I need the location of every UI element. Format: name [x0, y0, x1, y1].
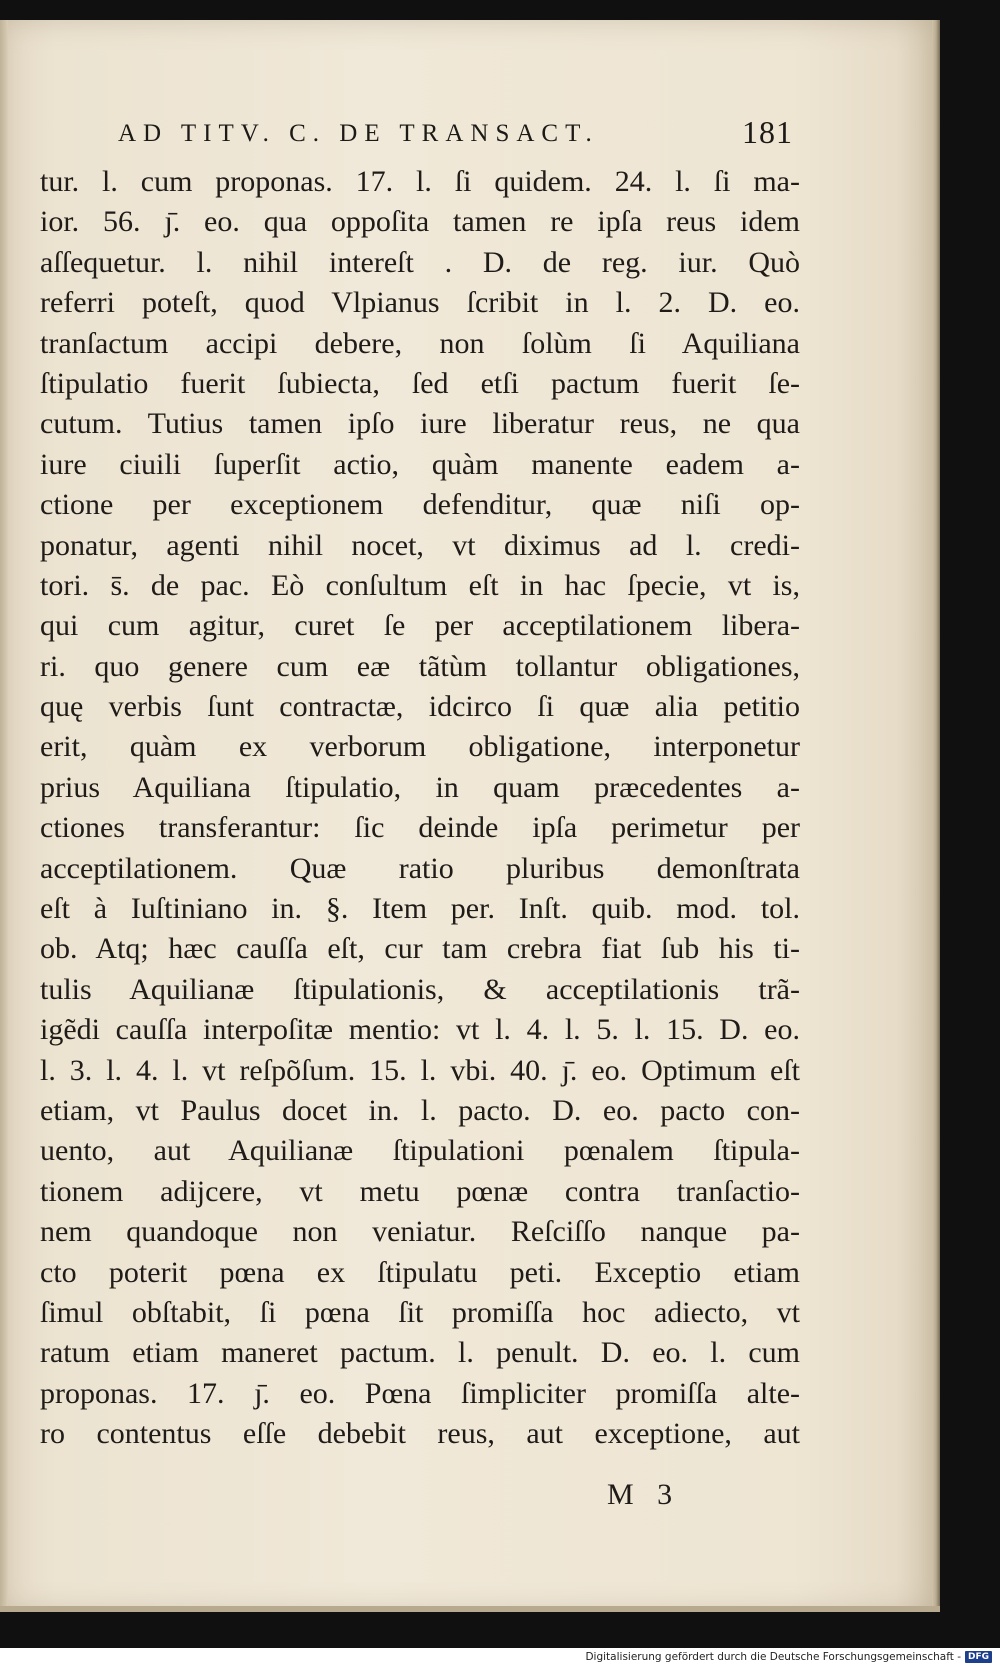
text-line: uento, aut Aquilianæ ſtipulationi pœnalem ſtipula-	[40, 1134, 800, 1168]
text-line: nem quandoque non veniatur. Reſciſſo nanque pa-	[40, 1215, 800, 1249]
text-line: tori. s̄. de pac. Eò conſultum eſt in hac ſpecie, vt is,	[40, 568, 800, 602]
text-line: referri poteſt, quod Vlpianus ſcribit in l. 2. D. eo.	[40, 286, 800, 320]
text-line: eſt à Iuſtiniano in. §. Item per. Inſt. quib. mod. tol.	[40, 892, 800, 926]
text-line: ro contentus eſſe debebit reus, aut exceptione, aut	[40, 1417, 800, 1451]
text-line: acceptilationem. Quæ ratio pluribus demonſtrata	[40, 851, 800, 885]
credit-text: Digitalisierung gefördert durch die Deutsche Forschungsgemeinschaft -	[585, 1651, 961, 1663]
page-number: 181	[742, 114, 793, 150]
text-line: tulis Aquilianæ ſtipulationis, & acceptilationis trã-	[40, 972, 800, 1006]
text-line: tur. l. cum proponas. 17. l. ſi quidem. 24. l. ſi ma-	[40, 165, 800, 198]
text-line: proponas. 17. ȷ̄. eo. Pœna ſimpliciter promiſſa alte-	[40, 1376, 800, 1410]
text-line: l. 3. l. 4. l. vt reſpõſum. 15. l. vbi. 40. ȷ̄. eo. Optimum eſt	[40, 1053, 800, 1087]
text-line: ctiones transferantur: ſic deinde ipſa perimetur per	[40, 811, 800, 845]
text-line: prius Aquiliana ſtipulatio, in quam præcedentes a-	[40, 770, 800, 804]
page-bottom-edge	[0, 1606, 940, 1612]
body-text	[40, 162, 800, 1455]
text-line: ior. 56. ȷ̄. eo. qua oppoſita tamen re ipſa reus idem	[40, 205, 800, 239]
text-line: igẽdi cauſſa interpoſitæ mentio: vt l. 4. l. 5. l. 15. D. eo.	[40, 1013, 800, 1047]
text-line: ſtipulatio fuerit ſubiecta, ſed etſi pactum fuerit ſe-	[40, 366, 800, 400]
book-page	[0, 20, 932, 1612]
text-line: ratum etiam maneret pactum. l. penult. D. eo. l. cum	[40, 1336, 800, 1370]
text-line: tionem adijcere, vt metu pœnæ contra tranſactio-	[40, 1174, 800, 1208]
text-line: iure ciuili ſuperſit actio, quàm manente eadem a-	[40, 447, 800, 481]
page-binding-edge	[0, 20, 8, 1612]
text-line: ob. Atq; hæc cauſſa eſt, cur tam crebra fiat ſub his ti-	[40, 932, 800, 966]
running-head: AD TITV. C. DE TRANSACT.	[118, 120, 599, 147]
text-line: qui cum agitur, curet ſe per acceptilationem libera-	[40, 609, 800, 643]
page-fore-edge	[932, 20, 940, 1612]
text-line: cutum. Tutius tamen ipſo iure liberatur reus, ne qua	[40, 407, 800, 441]
text-line: ri. quo genere cum eæ tãtùm tollantur obligationes,	[40, 649, 800, 683]
text-line: etiam, vt Paulus docet in. l. pacto. D. eo. pacto con-	[40, 1093, 800, 1127]
text-line: cto poterit pœna ex ſtipulatu peti. Exceptio etiam	[40, 1255, 800, 1289]
text-line: ſimul obſtabit, ſi pœna ſit promiſſa hoc adiecto, vt	[40, 1295, 800, 1329]
text-line: ctione per exceptionem defenditur, quæ niſi op-	[40, 488, 800, 522]
text-line: aſſequetur. l. nihil intereſt . D. de reg. iur. Quò	[40, 245, 800, 279]
text-line: erit, quàm ex verborum obligatione, interponetur	[40, 730, 800, 764]
text-line: tranſactum accipi debere, non ſolùm ſi Aquiliana	[40, 326, 800, 360]
digitization-credit	[585, 1648, 992, 1666]
dfg-logo: DFG	[965, 1651, 992, 1663]
text-line: ponatur, agenti nihil nocet, vt diximus ad l. credi-	[40, 528, 800, 562]
text-line: quę verbis ſunt contractæ, idcirco ſi quæ alia petitio	[40, 690, 800, 724]
signature-mark: M 3	[607, 1478, 681, 1511]
